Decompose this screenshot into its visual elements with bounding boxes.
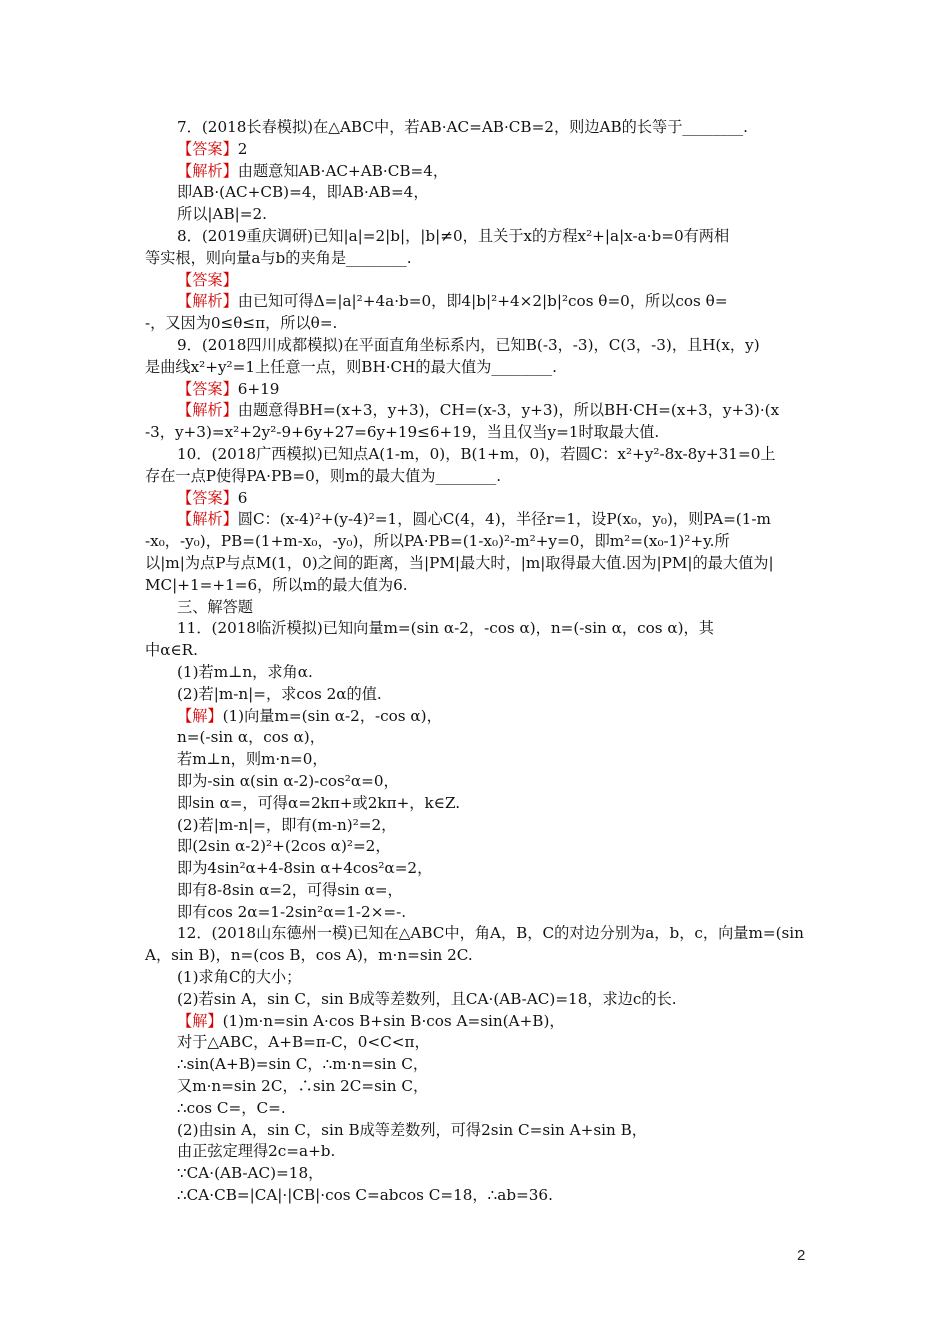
text-line bbox=[145, 313, 813, 335]
text-line bbox=[145, 1141, 813, 1163]
answer-tag: 【答案】 bbox=[177, 139, 238, 158]
text-line bbox=[145, 771, 813, 793]
text-line bbox=[145, 335, 813, 357]
text-line bbox=[145, 618, 813, 640]
line-text: 即AB·(AC+CB)=4，即AB·AB=4， bbox=[177, 183, 429, 202]
line-text: 若m⊥n，则m·n=0， bbox=[177, 750, 328, 769]
text-line bbox=[145, 488, 813, 510]
text-line bbox=[145, 1054, 813, 1076]
text-line bbox=[145, 1076, 813, 1098]
line-text: 又m·n=sin 2C，∴sin 2C=sin C， bbox=[177, 1077, 429, 1096]
line-text: 即有cos 2α=1-2sin²α=1-2×=-. bbox=[177, 902, 407, 921]
line-text: 由已知可得Δ=|a|²+4a·b=0，即4|b|²+4×2|b|²cos θ=0，所以cos θ= bbox=[237, 292, 728, 311]
text-line bbox=[145, 509, 813, 531]
text-line bbox=[145, 161, 813, 183]
text-line bbox=[145, 989, 813, 1011]
line-text: 存在一点P使得PA·PB=0，则m的最大值为________. bbox=[145, 466, 502, 485]
text-line bbox=[145, 139, 813, 161]
line-text: 由题意知AB·AC+AB·CB=4， bbox=[237, 161, 449, 180]
text-line bbox=[145, 1185, 813, 1207]
text-line bbox=[145, 597, 813, 619]
text-line bbox=[145, 270, 813, 292]
text-line bbox=[145, 117, 813, 139]
line-text: 圆C：(x-4)²+(y-4)²=1，圆心C(4，4)，半径r=1，设P(x₀，y₀)，则PA=(1-m bbox=[237, 510, 771, 529]
text-line bbox=[145, 902, 813, 924]
text-line bbox=[145, 357, 813, 379]
line-text: ∴sin(A+B)=sin C，∴m·n=sin C， bbox=[177, 1055, 429, 1074]
line-text: (1)向量m=(sin α-2，-cos α)， bbox=[222, 706, 442, 725]
line-text: (2)若|m-n|=，求cos 2α的值. bbox=[177, 684, 382, 703]
text-line bbox=[145, 531, 813, 553]
text-line bbox=[145, 466, 813, 488]
text-line bbox=[145, 836, 813, 858]
text-line bbox=[145, 684, 813, 706]
line-text: 所以|AB|=2. bbox=[177, 205, 267, 224]
answer-tag: 【解析】 bbox=[177, 510, 238, 529]
document-body bbox=[145, 117, 813, 1207]
text-line bbox=[145, 422, 813, 444]
text-line bbox=[145, 880, 813, 902]
line-text: (1)m·n=sin A·cos B+sin B·cos A=sin(A+B)， bbox=[222, 1011, 565, 1030]
line-text: 10．(2018广西模拟)已知点A(1-m，0)，B(1+m，0)，若圆C：x²+y²-8x-8y+31=0上 bbox=[177, 444, 776, 463]
line-text: MC|+1=+1=6，所以m的最大值为6. bbox=[145, 575, 408, 594]
line-text: -x₀，-y₀)，PB=(1+m-x₀，-y₀)，所以PA·PB=(1-x₀)²-m²+y=0，即m²=(x₀-1)²+y.所 bbox=[145, 532, 730, 551]
text-line bbox=[145, 1098, 813, 1120]
line-text: (1)求角C的大小； bbox=[177, 968, 302, 987]
line-text: 6+19 bbox=[237, 379, 280, 398]
text-line bbox=[145, 793, 813, 815]
text-line bbox=[145, 1011, 813, 1033]
page-number: 2 bbox=[797, 1247, 806, 1264]
line-text: ∵CA·(AB-AC)=18， bbox=[177, 1164, 324, 1183]
line-text: 由题意得BH=(x+3，y+3)，CH=(x-3，y+3)，所以BH·CH=(x+3，y+3)·(x bbox=[237, 401, 780, 420]
line-text: 6 bbox=[237, 488, 248, 507]
line-text: 12．(2018山东德州一模)已知在△ABC中，角A，B，C的对边分别为a，b，c，向量m=(sin bbox=[177, 924, 804, 943]
text-line bbox=[145, 248, 813, 270]
answer-tag: 【答案】 bbox=[177, 270, 238, 289]
text-line bbox=[145, 1163, 813, 1185]
line-text: 7．(2018长春模拟)在△ABC中，若AB·AC=AB·CB=2，则边AB的长等于________. bbox=[177, 118, 748, 136]
line-text: 中α∈R. bbox=[145, 641, 198, 660]
line-text: n=(-sin α，cos α)， bbox=[177, 728, 325, 747]
line-text: A，sin B)，n=(cos B，cos A)，m·n=sin 2C. bbox=[145, 946, 473, 965]
text-line bbox=[145, 815, 813, 837]
line-text: 9．(2018四川成都模拟)在平面直角坐标系内，已知B(-3，-3)，C(3，-3)，且H(x，y) bbox=[177, 335, 760, 354]
line-text: 即为-sin α(sin α-2)-cos²α=0， bbox=[177, 771, 399, 790]
line-text: ∴cos C=，C=. bbox=[177, 1098, 286, 1117]
answer-tag: 【解】 bbox=[177, 706, 223, 725]
answer-tag: 【解析】 bbox=[177, 401, 238, 420]
answer-tag: 【解析】 bbox=[177, 292, 238, 311]
text-line bbox=[145, 640, 813, 662]
line-text: 即有8-8sin α=2，可得sin α=， bbox=[177, 880, 403, 899]
line-text: 三、解答题 bbox=[177, 597, 253, 616]
line-text: 即sin α=，可得α=2kπ+或2kπ+，k∈Z. bbox=[177, 793, 461, 812]
answer-tag: 【解析】 bbox=[177, 161, 238, 180]
line-text: 对于△ABC，A+B=π-C，0<C<π， bbox=[177, 1033, 430, 1052]
line-text: (2)若|m-n|=，即有(m-n)²=2， bbox=[177, 815, 397, 834]
line-text: 即(2sin α-2)²+(2cos α)²=2， bbox=[177, 837, 391, 856]
text-line bbox=[145, 967, 813, 989]
line-text: 8．(2019重庆调研)已知|a|=2|b|，|b|≠0，且关于x的方程x²+|a|x-a·b=0有两相 bbox=[177, 226, 730, 245]
line-text: 以|m|为点P与点M(1，0)之间的距离，当|PM|最大时，|m|取得最大值.因为|PM|的最大值为| bbox=[145, 553, 774, 572]
text-line bbox=[145, 226, 813, 248]
line-text: -，又因为0≤θ≤π，所以θ=. bbox=[145, 314, 338, 333]
answer-tag: 【答案】 bbox=[177, 379, 238, 398]
text-line bbox=[145, 749, 813, 771]
text-line bbox=[145, 662, 813, 684]
text-line bbox=[145, 1120, 813, 1142]
line-text: 是曲线x²+y²=1上任意一点，则BH·CH的最大值为________. bbox=[145, 357, 557, 376]
text-line bbox=[145, 291, 813, 313]
text-line bbox=[145, 1032, 813, 1054]
line-text: ∴CA·CB=|CA|·|CB|·cos C=abcos C=18，∴ab=36. bbox=[177, 1186, 553, 1205]
text-line bbox=[145, 553, 813, 575]
line-text: 即为4sin²α+4-8sin α+4cos²α=2， bbox=[177, 859, 433, 878]
text-line bbox=[145, 379, 813, 401]
text-line bbox=[145, 858, 813, 880]
text-line bbox=[145, 706, 813, 728]
text-line bbox=[145, 400, 813, 422]
line-text: 等实根，则向量a与b的夹角是________. bbox=[145, 248, 412, 267]
text-line bbox=[145, 727, 813, 749]
line-text: 由正弦定理得2c=a+b. bbox=[177, 1142, 336, 1161]
answer-tag: 【解】 bbox=[177, 1011, 223, 1030]
text-line bbox=[145, 204, 813, 226]
line-text: (1)若m⊥n，求角α. bbox=[177, 662, 313, 681]
text-line bbox=[145, 945, 813, 967]
text-line bbox=[145, 575, 813, 597]
line-text: -3，y+3)=x²+2y²-9+6y+27=6y+19≤6+19，当且仅当y=1时取最大值. bbox=[145, 423, 660, 442]
answer-tag: 【答案】 bbox=[177, 488, 238, 507]
text-line bbox=[145, 444, 813, 466]
line-text: (2)由sin A，sin C，sin B成等差数列，可得2sin C=sin A+sin B， bbox=[177, 1120, 647, 1139]
line-text: (2)若sin A，sin C，sin B成等差数列，且CA·(AB-AC)=18，求边c的长. bbox=[177, 989, 677, 1008]
text-line bbox=[145, 182, 813, 204]
line-text: 2 bbox=[237, 139, 248, 158]
line-text: 11．(2018临沂模拟)已知向量m=(sin α-2，-cos α)，n=(-sin α，cos α)，其 bbox=[177, 619, 714, 638]
text-line bbox=[145, 923, 813, 945]
